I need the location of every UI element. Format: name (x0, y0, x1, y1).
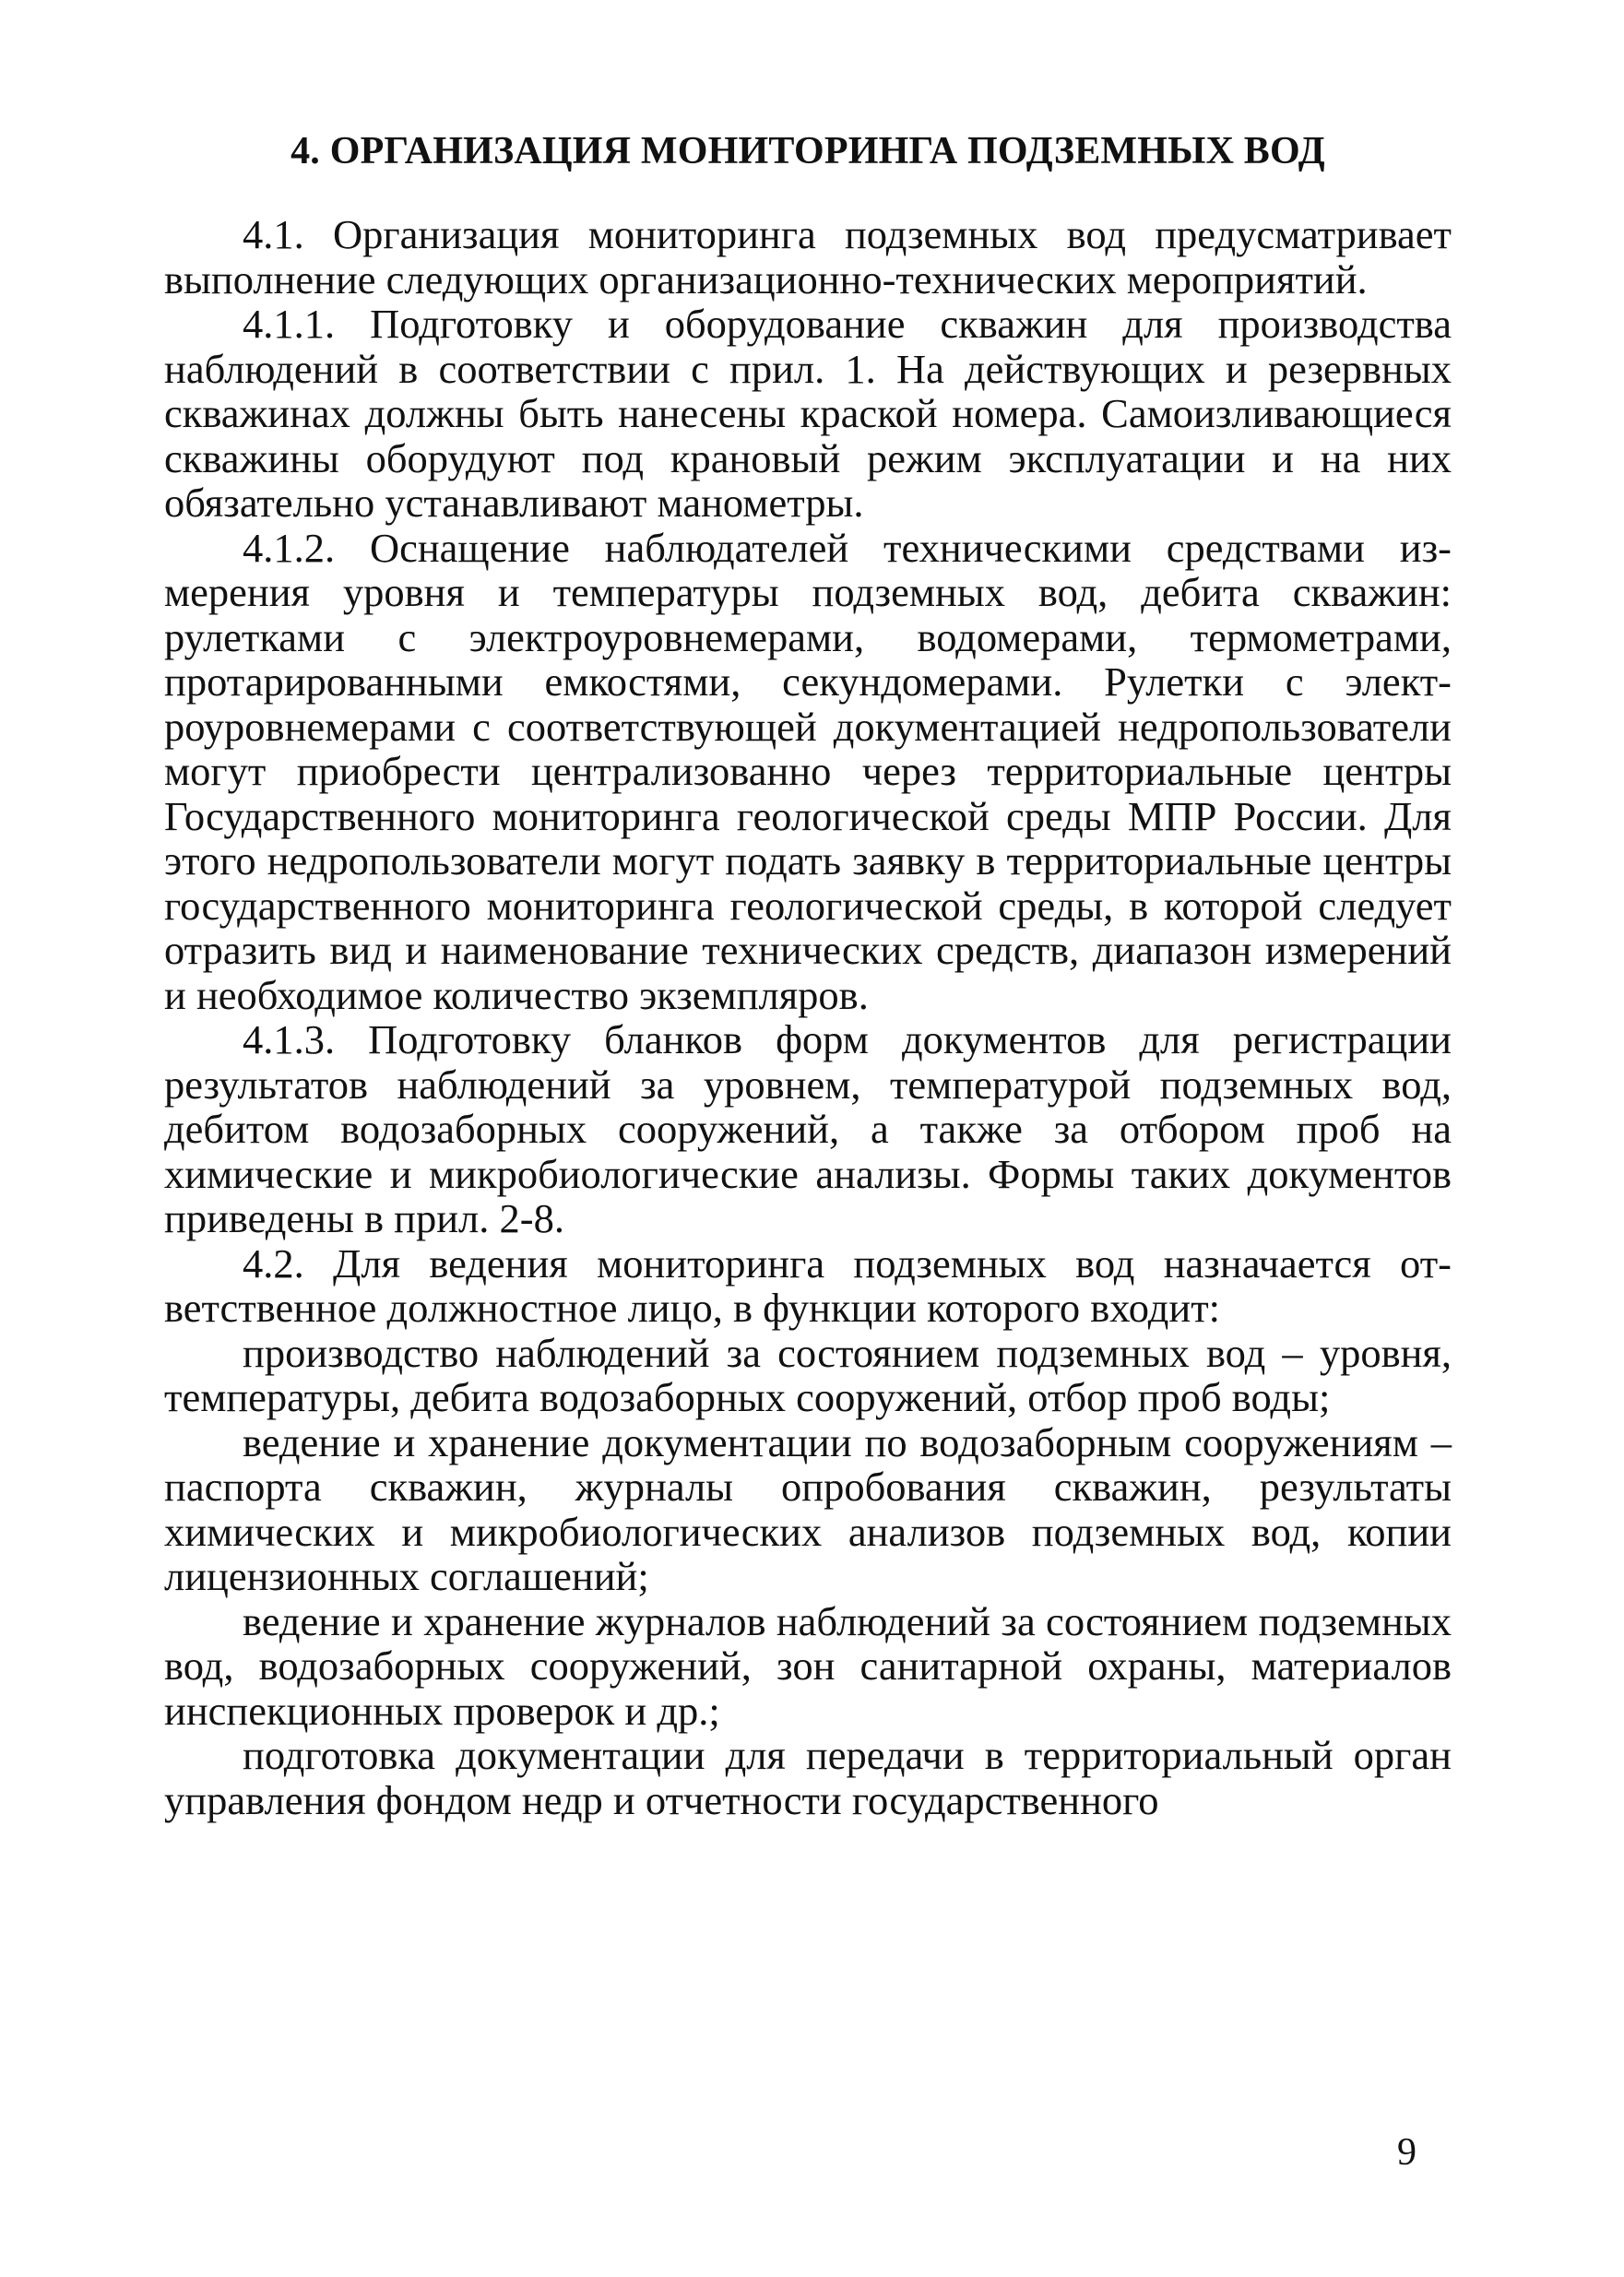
section-title: 4. ОРГАНИЗАЦИЯ МОНИТОРИНГА ПОДЗЕМНЫХ ВОД (290, 130, 1325, 172)
paragraph-4-1-3: 4.1.3. Подготовку бланков форм документов для регистрации результатов наблюдений за уровнем, температурой подземных вод, дебитом водозаборных сооружений, а также за отбором проб на химические и микробиологические анализы. Формы таких документов приведены в прил. 2-8. (164, 1016, 1452, 1241)
paragraph-4-1: 4.1. Организация мониторинга подземных вод предусматривает выполнение следующих организационно-технических мероприятий. (164, 211, 1452, 302)
list-item-documentation: ведение и хранение документации по водозаборным сооружениям – паспорта скважин, журналы опробования скважин, результаты химических и микробиологических анализов подземных вод, копии лицензионных соглашений; (164, 1418, 1452, 1599)
list-item-reporting: подготовка документации для передачи в территориальный орган управления фондом недр и отчетности государственного (164, 1732, 1452, 1823)
paragraph-4-1-1: 4.1.1. Подготовку и оборудование скважин для производства наблюдений в соответствии с прил. 1. На действующих и резервных скважинах должны быть нанесены краской номера. Самоизливающиеся скважины оборудуют под крановый режим эксплуатации и на них обязательно устанавливают манометры. (164, 301, 1452, 526)
list-item-journals: ведение и хранение журналов наблюдений за состоянием подземных вод, водозаборных сооружений, зон санитарной охраны, материалов инспекционных проверок и др.; (164, 1597, 1452, 1734)
list-item-observations: производство наблюдений за состоянием подземных вод – уровня, температуры, дебита водозаборных сооружений, отбор проб воды; (164, 1329, 1452, 1420)
document-page (164, 129, 1452, 1822)
page-number: 9 (1397, 2131, 1417, 2174)
paragraph-4-1-2: 4.1.2. Оснащение наблюдателей техническими средствами измерения уровня и температуры подземных вод, дебита скважин: рулетками с электроуровнемерами, водомерами, термометрами, протарированными емкостями, секундомерами. Рулетки с электроуровнемерами с соответствующей документацией недропользователи могут приобрести централизованно через территориальные центры Государственного мониторинга геологической среды МПР России. Для этого недропользователи могут подать заявку в территориальные центры государственного мониторинга геологической среды, в которой следует отразить вид и наименование технических средств, диапазон измерений и необходимое количество экземпляров. (164, 524, 1452, 1018)
paragraph-4-2: 4.2. Для ведения мониторинга подземных вод назначается ответственное должностное лицо, в функции которого входит: (164, 1239, 1452, 1331)
